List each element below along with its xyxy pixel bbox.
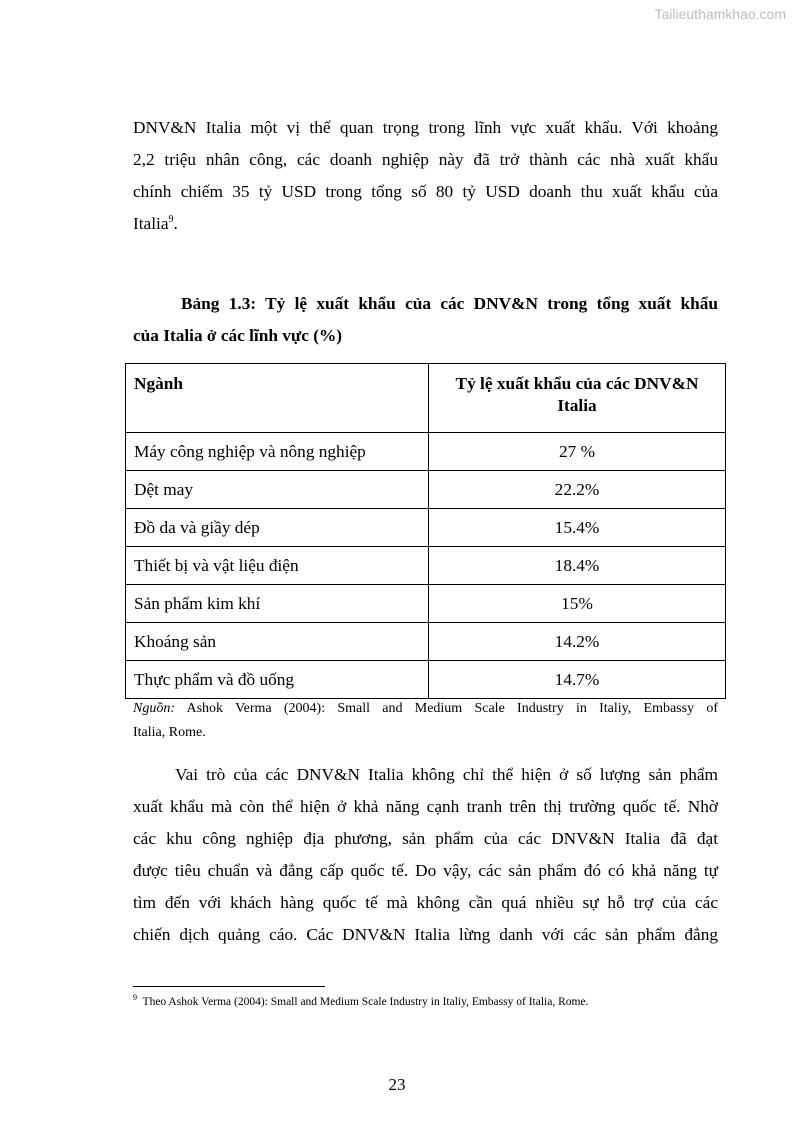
footnote (133, 994, 733, 1010)
cell-sector: Thiết bị và vật liệu điện (126, 547, 429, 585)
source-line: Italia, Rome. (133, 725, 206, 740)
paragraph-line: chiến dịch quảng cáo. Các DNV&N Italia lừng danh với các sản phẩm đẳng (133, 925, 718, 944)
paragraph-line: 2,2 triệu nhân công, các doanh nghiệp này đã trở thành các nhà xuất khẩu (133, 150, 718, 169)
table-caption (133, 288, 718, 352)
paragraph-line: tìm đến với khách hàng quốc tế mà không cần quá nhiều sự hỗ trợ của các (133, 893, 718, 912)
paragraph-line (133, 208, 718, 240)
caption-line: Bảng 1.3: Tỷ lệ xuất khẩu của các DNV&N trong tổng xuất khẩu (181, 294, 718, 313)
table-row (126, 547, 726, 585)
paragraph-role (133, 759, 718, 951)
table-header-row (126, 364, 726, 433)
page-number: 23 (388, 1075, 406, 1094)
export-rate-table (125, 363, 726, 699)
cell-rate: 22.2% (429, 471, 726, 509)
source-line (133, 697, 718, 721)
footnote-reference[interactable]: 9 (168, 214, 174, 226)
header-sector: Ngành (126, 364, 429, 433)
source-text: Ashok Verma (2004): Small and Medium Scale Industry in Italiy, Embassy of (186, 701, 718, 716)
table-source (133, 697, 718, 745)
paragraph-line: xuất khẩu mà còn thể hiện ở khả năng cạnh tranh trên thị trường quốc tế. Nhờ (133, 797, 718, 816)
paragraph-line: các khu công nghiệp địa phương, sản phẩm của các DNV&N Italia đã đạt (133, 829, 718, 848)
cell-sector: Thực phẩm và đồ uống (126, 661, 429, 699)
cell-rate: 14.2% (429, 623, 726, 661)
table-row (126, 509, 726, 547)
paragraph-line: DNV&N Italia một vị thế quan trọng trong lĩnh vực xuất khẩu. Với khoảng (133, 118, 718, 137)
paragraph-intro (133, 112, 718, 240)
cell-rate: 15% (429, 585, 726, 623)
paragraph-last-word: Italia (133, 214, 169, 233)
cell-rate: 27 % (429, 433, 726, 471)
table-row (126, 661, 726, 699)
cell-sector: Dệt may (126, 471, 429, 509)
table-row (126, 623, 726, 661)
cell-sector: Sản phẩm kim khí (126, 585, 429, 623)
table-row (126, 585, 726, 623)
cell-rate: 15.4% (429, 509, 726, 547)
source-label: Nguồn: (133, 701, 175, 716)
cell-sector: Khoáng sản (126, 623, 429, 661)
paragraph-punct: . (173, 214, 178, 233)
paragraph-line: được tiêu chuẩn và đẳng cấp quốc tế. Do vậy, các sản phẩm đó có khả năng tự (133, 861, 718, 880)
paragraph-line: Vai trò của các DNV&N Italia không chỉ thể hiện ở số lượng sản phẩm (175, 765, 718, 784)
paragraph-line: chính chiếm 35 tỷ USD trong tổng số 80 tỷ USD doanh thu xuất khẩu của (133, 182, 718, 201)
footnote-text: Theo Ashok Verma (2004): Small and Medium Scale Industry in Italiy, Embassy of Italia, Rome. (142, 996, 589, 1008)
watermark: Tailieuthamkhao.com (654, 6, 786, 22)
footnote-marker: 9 (133, 993, 137, 1003)
cell-sector: Đồ da và giầy dép (126, 509, 429, 547)
cell-rate: 18.4% (429, 547, 726, 585)
cell-rate: 14.7% (429, 661, 726, 699)
table-row (126, 433, 726, 471)
footnote-separator (133, 986, 325, 987)
table-row (126, 471, 726, 509)
header-rate: Tỷ lệ xuất khẩu của các DNV&N Italia (429, 364, 726, 433)
caption-line: của Italia ở các lĩnh vực (%) (133, 326, 343, 345)
cell-sector: Máy công nghiệp và nông nghiệp (126, 433, 429, 471)
